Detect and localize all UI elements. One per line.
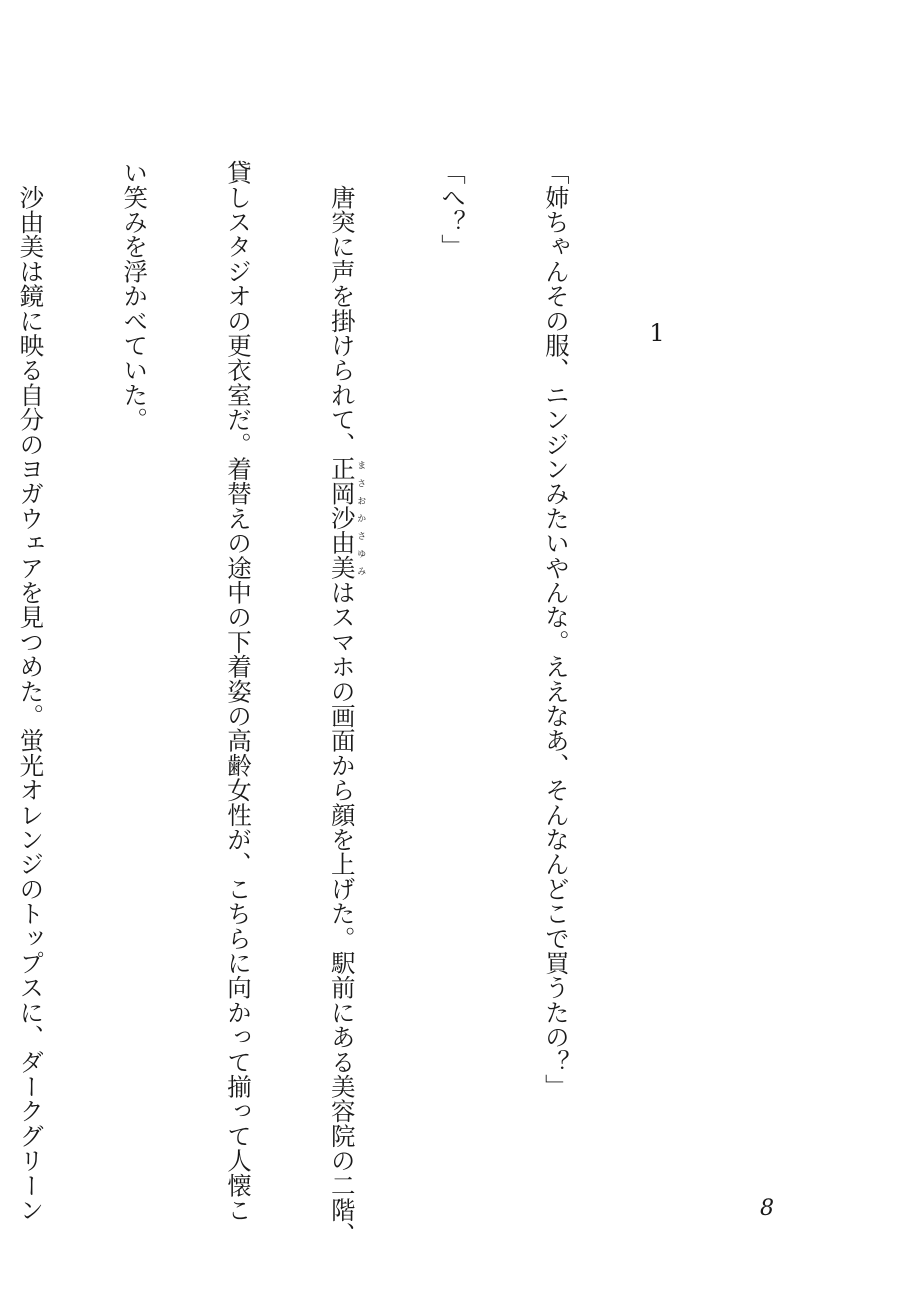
page-number: 8 xyxy=(760,1196,774,1221)
name-ruby xyxy=(327,456,366,580)
text-line: い笑みを浮かべていた。 xyxy=(120,160,150,432)
text-segment: 唐突に声を掛けられて、 xyxy=(327,160,357,457)
text-line xyxy=(324,160,366,1247)
text-segment: はスマホの画面から顔を上げた。駅前にある美容院の二階、 xyxy=(327,579,357,1247)
text-line: 「姉ちゃんその服、ニンジンみたいやんな。ええなあ、そんなんどこで買うたの？」 xyxy=(541,160,571,1099)
text-line: 沙由美は鏡に映る自分のヨガウェアを見つめた。蛍光オレンジのトップスに、ダークグリーン xyxy=(16,160,46,1223)
ruby-base: 正岡沙由美 xyxy=(327,456,357,580)
text-line: 貸しスタジオの更衣室だ。着替えの途中の下着姿の高齢女性が、こちらに向かって揃って人懐こ xyxy=(223,160,253,1223)
text-line: 「へ？」 xyxy=(438,160,468,259)
chapter-number: 1 xyxy=(649,319,665,347)
ruby-reading: まさおかさゆみ xyxy=(355,456,366,580)
body-text xyxy=(0,160,642,1247)
